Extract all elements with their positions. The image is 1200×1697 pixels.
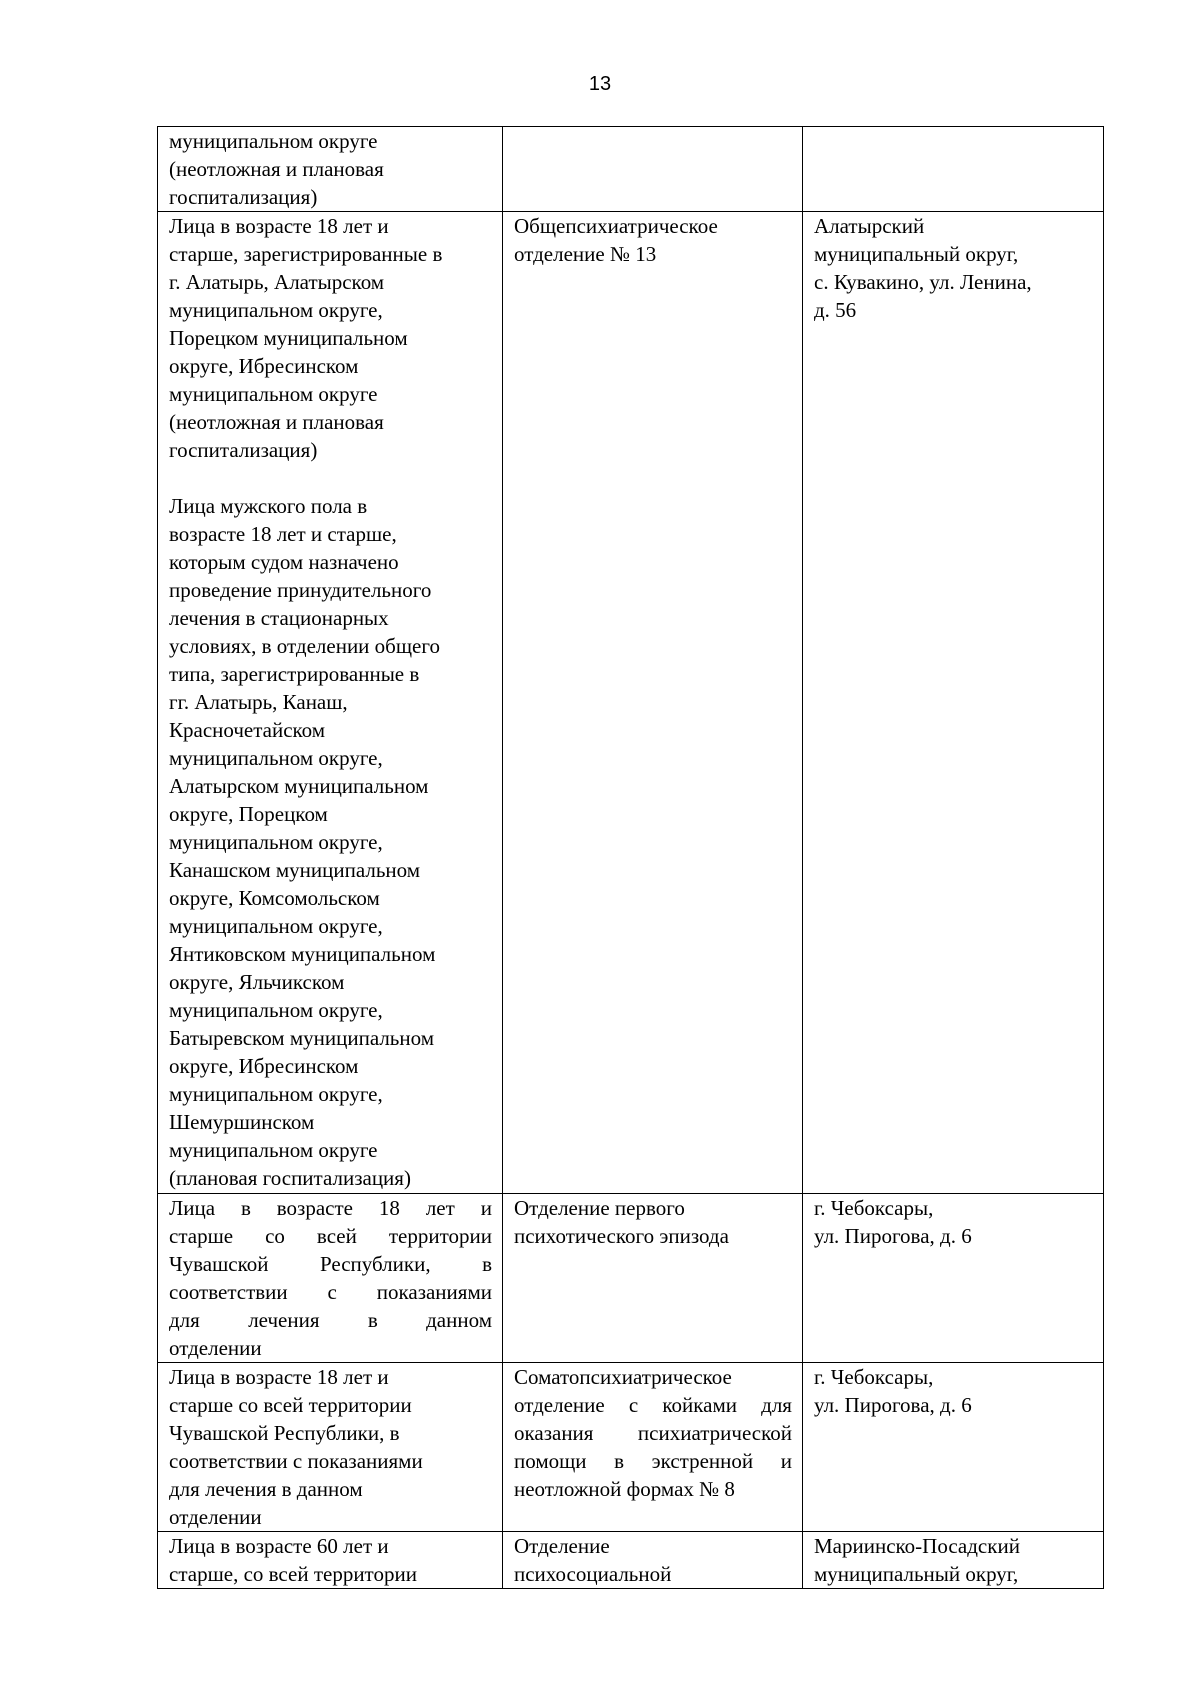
cell-text: Лица в возрасте 18 лет и старше, зарегистрированные в г. Алатырь, Алатырском муниципальном округе, Порецком муниципальном округе, Ибресинском муниципальном округе (неотложная и плановая госпитализация) (169, 214, 443, 462)
justified-text (169, 1194, 492, 1362)
cell-text: муниципальном округе (неотложная и плановая госпитализация) (169, 129, 384, 209)
word: для (169, 1308, 200, 1332)
table-cell-department (503, 1363, 803, 1532)
word: в (614, 1449, 625, 1473)
word: помощи (514, 1449, 587, 1473)
text-line: отделении (169, 1336, 262, 1360)
word: возрасте (276, 1196, 353, 1220)
word: соответствии (169, 1280, 288, 1304)
word: в (240, 1196, 251, 1220)
cell-text: г. Чебоксары, ул. Пирогова, д. 6 (814, 1365, 972, 1417)
table-cell-address (803, 1532, 1104, 1589)
cell-text: Алатырский муниципальный округ, с. Кувакино, ул. Ленина, д. 56 (814, 214, 1032, 322)
word: экстренной (651, 1449, 754, 1473)
text-line: неотложной формах № 8 (514, 1477, 735, 1501)
justified-line (169, 1306, 492, 1334)
table-cell-department (503, 212, 803, 1194)
word: в (482, 1252, 492, 1276)
table-cell-department (503, 1532, 803, 1589)
word: и (480, 1196, 492, 1220)
cell-text: Лица мужского пола в возрасте 18 лет и старше, которым судом назначено проведение принудительного лечения в стационарных условиях, в отделении общего типа, зарегистрированные в гг. Алатырь, Канаш, Красночетайском муниципальном округе, Алатырском муниципальном округе, Порецком муниципальном округе, Канашском муниципальном округе, Комсомольском муниципальном округе, Янтиковском муниципальном округе, Яльчикском муниципальном округе, Батыревском муниципальном округе, Ибресинском муниципальном округе, Шемуршинском муниципальном округе (плановая госпитализация) (169, 494, 440, 1190)
table-cell-department (503, 1194, 803, 1363)
word: Лица (169, 1196, 216, 1220)
word: и (780, 1449, 792, 1473)
cell-text: Лица в возрасте 18 лет и старше со всей территории Чувашской Республики, в соответствии с показаниями для лечения в данном отделении (169, 1365, 423, 1529)
table-cell-patients (158, 1194, 503, 1363)
justified-line (169, 1278, 492, 1306)
word: лечения (248, 1308, 320, 1332)
table-cell-address (803, 212, 1104, 1194)
table-cell-patients (158, 1363, 503, 1532)
text-line: Соматопсихиатрическое (514, 1365, 732, 1389)
justified-line (169, 1250, 492, 1278)
table-row (158, 1194, 1104, 1363)
cell-text: Общепсихиатрическое отделение № 13 (514, 214, 718, 266)
word: Республики, (319, 1252, 431, 1276)
table-cell-patients (158, 212, 503, 1194)
cell-text: г. Чебоксары, ул. Пирогова, д. 6 (814, 1196, 972, 1248)
table-row (158, 1363, 1104, 1532)
word: показаниями (376, 1280, 492, 1304)
word: территории (388, 1224, 492, 1248)
word: Чувашской (169, 1252, 269, 1276)
justified-text (514, 1363, 792, 1503)
cell-text: Мариинско-Посадский муниципальный округ, (814, 1534, 1020, 1586)
table-cell-patients (158, 1532, 503, 1589)
cell-text: Лица в возрасте 60 лет и старше, со всей территории (169, 1534, 417, 1586)
table-cell-patients (158, 127, 503, 212)
word: психиатрической (637, 1421, 792, 1445)
cell-text: Отделение психосоциальной (514, 1534, 672, 1586)
word: данном (426, 1308, 492, 1332)
paragraph-gap (169, 464, 492, 492)
page-number: 13 (588, 73, 612, 95)
table-row (158, 1532, 1104, 1589)
word: с (628, 1393, 639, 1417)
table-cell-address (803, 127, 1104, 212)
word: отделение (514, 1393, 605, 1417)
table-cell-address (803, 1363, 1104, 1532)
word: всей (316, 1224, 357, 1248)
word: койками (662, 1393, 737, 1417)
table-cell-address (803, 1194, 1104, 1363)
justified-line (169, 1194, 492, 1222)
word: 18 (378, 1196, 400, 1220)
table-row (158, 212, 1104, 1194)
word: с (327, 1280, 337, 1304)
word: в (367, 1308, 378, 1332)
table-row (158, 127, 1104, 212)
justified-line (514, 1447, 792, 1475)
word: оказания (514, 1421, 594, 1445)
table-cell-department (503, 127, 803, 212)
word: лет (425, 1196, 455, 1220)
justified-line (514, 1391, 792, 1419)
word: старше (169, 1224, 234, 1248)
justified-line (514, 1419, 792, 1447)
word: со (265, 1224, 285, 1248)
justified-line (169, 1222, 492, 1250)
document-table (157, 126, 1104, 1589)
cell-text: Отделение первого психотического эпизода (514, 1196, 729, 1248)
word: для (761, 1393, 792, 1417)
